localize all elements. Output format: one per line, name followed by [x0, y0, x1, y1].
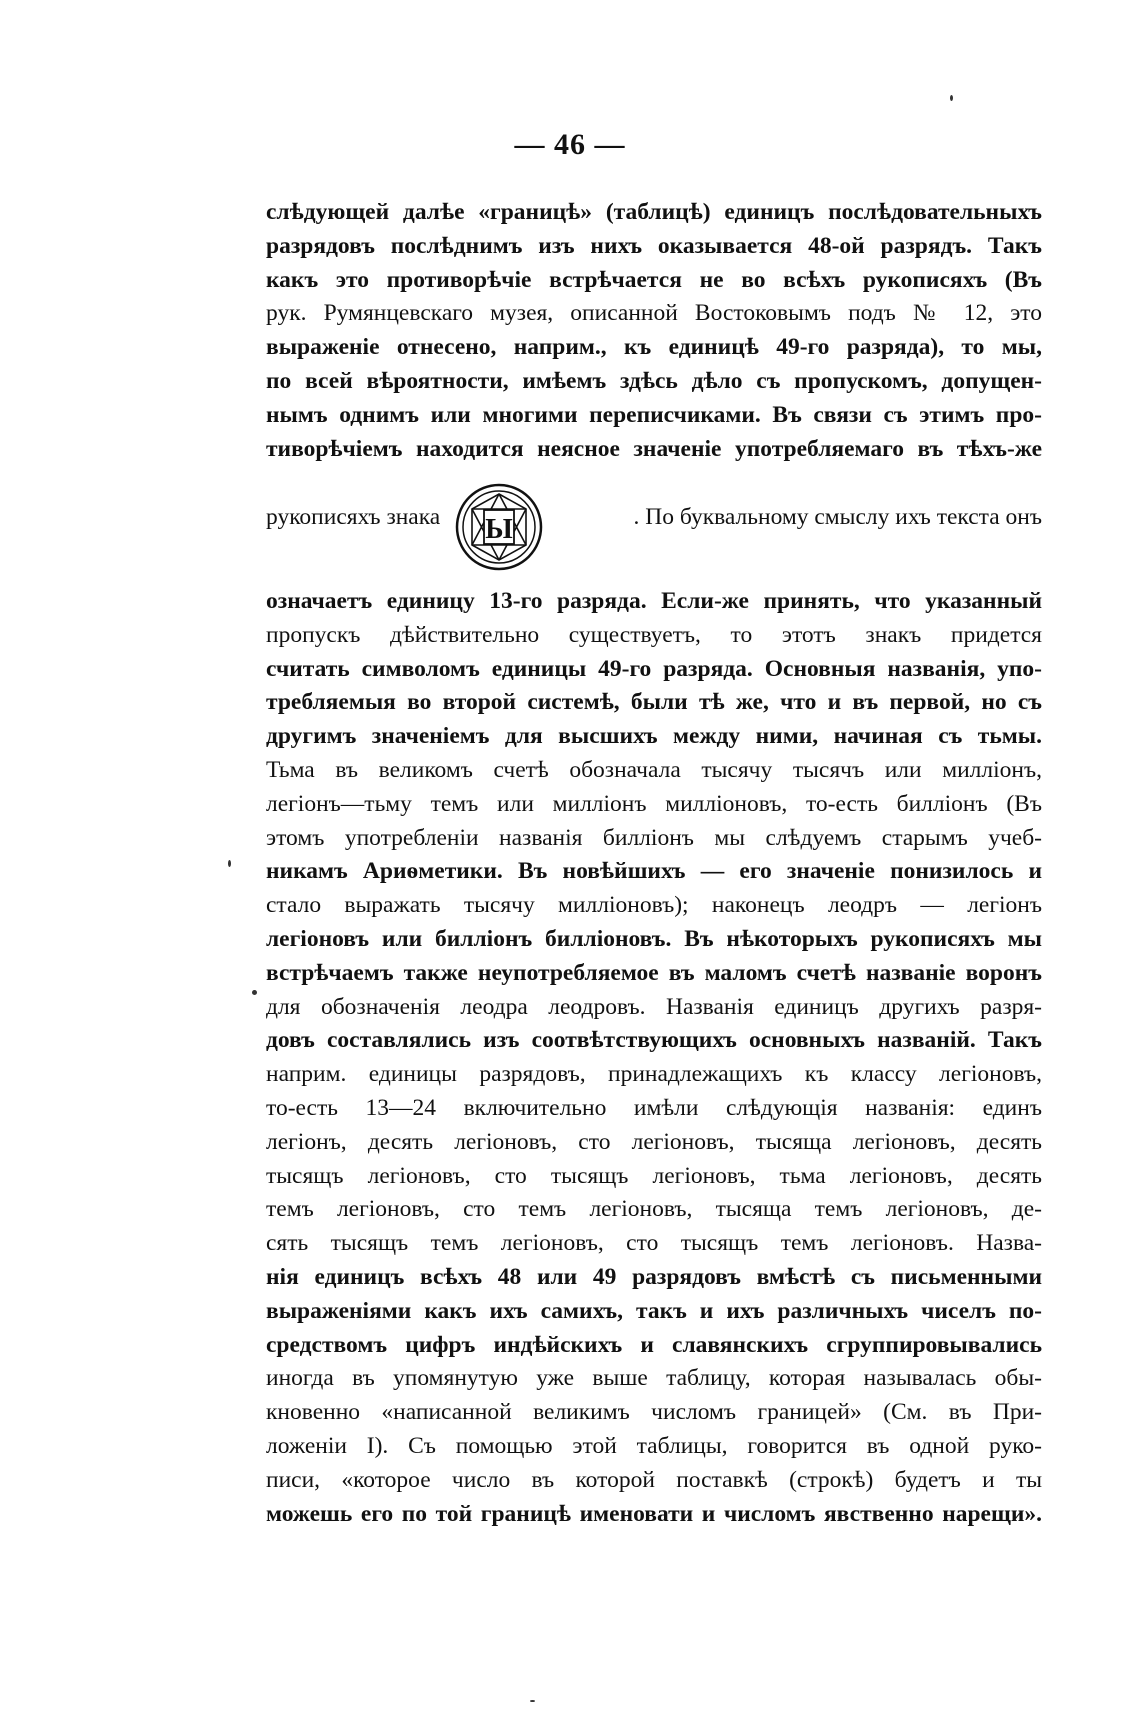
text-line: то-есть 13—24 включительно имѣли слѣдующія названія: единъ: [266, 1094, 1042, 1121]
text-line: выраженіями какъ ихъ самихъ, такъ и ихъ различныхъ чиселъ по-: [266, 1297, 1042, 1324]
ornamental-symbol-icon: [454, 482, 544, 572]
text-line: требляемыя во второй системѣ, были тѣ же, что и въ первой, но съ: [266, 689, 1042, 716]
text-line: Тьма въ великомъ счетѣ обозначала тысячу тысячъ или милліонъ,: [266, 756, 1042, 783]
text-line: тысящъ легіоновъ, сто тысящъ легіоновъ, тьма легіоновъ, десять: [266, 1162, 1042, 1189]
text-line: наприм. единицы разрядовъ, принадлежащихъ къ классу легіоновъ,: [266, 1061, 1042, 1088]
text-line: разрядовъ послѣднимъ изъ нихъ оказывается 48-ой разрядъ. Такъ: [266, 232, 1042, 259]
text-line: писи, «которое число въ которой поставкѣ (строкѣ) будетъ и ты: [266, 1466, 1042, 1493]
text-line: темъ легіоновъ, сто темъ легіоновъ, тысяща темъ легіоновъ, де-: [266, 1196, 1042, 1223]
text-line: нымъ однимъ или многими переписчиками. Въ связи съ этимъ про-: [266, 401, 1042, 428]
text-line: для обозначенія леодра леодровъ. Названія единицъ другихъ разря-: [266, 993, 1042, 1020]
text-line: легіонъ, десять легіоновъ, сто легіоновъ, тысяща легіоновъ, десять: [266, 1128, 1042, 1155]
text-line: легіонъ—тьму темъ или милліонъ милліоновъ, то-есть билліонъ (Въ: [266, 790, 1042, 817]
text-line: встрѣчаемъ также неупотребляемое въ маломъ счетѣ названіе воронъ: [266, 959, 1042, 986]
text-line: средствомъ цифръ индѣйскихъ и славянскихъ сгруппировывались: [266, 1331, 1042, 1358]
text-line: другимъ значеніемъ для высшихъ между ними, начиная съ тьмы.: [266, 723, 1042, 750]
paragraph-block-2: [266, 585, 1042, 1531]
text-before-symbol: рукописяхъ знака: [266, 504, 441, 530]
print-speck: [228, 860, 231, 867]
text-line: пропускъ дѣйствительно существуетъ, то этотъ знакъ придется: [266, 621, 1042, 648]
symbol-line: [266, 482, 1042, 572]
text-line: никамъ Ариѳметики. Въ новѣйшихъ — его значеніе понизилось и: [266, 858, 1042, 885]
text-line: нія единицъ всѣхъ 48 или 49 разрядовъ вмѣстѣ съ письменными: [266, 1263, 1042, 1290]
text-line: тиворѣчіемъ находится неясное значеніе употребляемаго въ тѣхъ-же: [266, 435, 1042, 462]
text-line: ложеніи I). Съ помощью этой таблицы, говорится въ одной руко-: [266, 1432, 1042, 1459]
symbol-letter: Ы: [485, 514, 513, 545]
text-line: означаетъ единицу 13-го разряда. Если-же принять, что указанный: [266, 588, 1042, 614]
text-line: сять тысящъ темъ легіоновъ, сто тысящъ темъ легіоновъ. Назва-: [266, 1230, 1042, 1257]
paragraph-block-1: [266, 196, 1042, 466]
text-line: довъ составлялись изъ соотвѣтствующихъ основныхъ названій. Такъ: [266, 1027, 1042, 1054]
text-after-symbol: . По буквальному смыслу ихъ текста онъ: [633, 504, 1042, 530]
text-line: стало выражать тысячу милліоновъ); наконецъ леодръ — легіонъ: [266, 892, 1042, 919]
text-line: можешь его по той границѣ именовати и числомъ явственно нарещи».: [266, 1500, 1042, 1527]
text-line: кновенно «написанной великимъ числомъ границей» (См. въ При-: [266, 1399, 1042, 1426]
text-line: этомъ употребленіи названія билліонъ мы слѣдуемъ старымъ учеб-: [266, 824, 1042, 851]
print-speck: [950, 95, 953, 101]
text-line: легіоновъ или билліонъ билліоновъ. Въ нѣкоторыхъ рукописяхъ мы: [266, 925, 1042, 952]
text-line: по всей вѣроятности, имѣемъ здѣсь дѣло съ пропускомъ, допущен-: [266, 367, 1042, 394]
text-line: выраженіе отнесено, наприм., къ единицѣ 49-го разряда), то мы,: [266, 334, 1042, 361]
page-number: — 46 —: [514, 128, 626, 161]
print-speck: [252, 990, 257, 995]
print-speck: [530, 1700, 535, 1702]
text-line: считать символомъ единицы 49-го разряда. Основныя названія, упо-: [266, 655, 1042, 682]
text-line: слѣдующей далѣе «границѣ» (таблицѣ) единицъ послѣдовательныхъ: [266, 199, 1042, 225]
text-line: какъ это противорѣчіе встрѣчается не во всѣхъ рукописяхъ (Въ: [266, 266, 1042, 293]
text-line: рук. Румянцевскаго музея, описанной Востоковымъ подъ № 12, это: [266, 300, 1042, 327]
text-line: иногда въ упомянутую уже выше таблицу, которая называлась обы-: [266, 1365, 1042, 1392]
